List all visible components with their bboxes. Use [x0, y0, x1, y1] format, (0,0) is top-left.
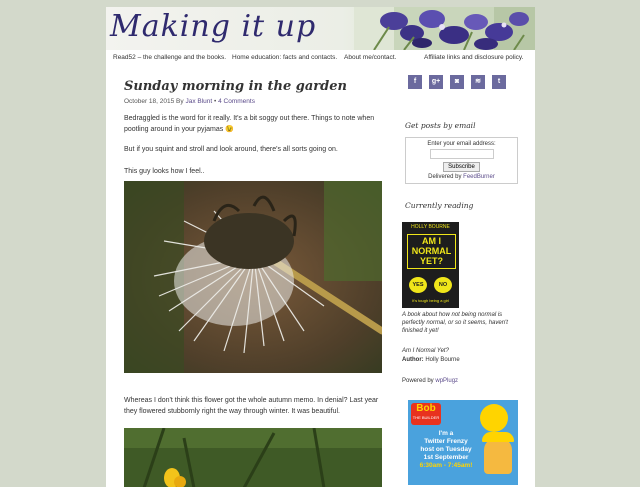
- promo-text: [411, 430, 481, 470]
- promo-line-4: 1st September: [423, 454, 469, 461]
- header-flower-image: [354, 7, 535, 50]
- book-cover-yes: YES: [409, 277, 427, 293]
- google-plus-icon[interactable]: g+: [429, 75, 443, 89]
- post-paragraph-2: But if you squint and stroll and look around, there's all sorts going on.: [124, 146, 338, 153]
- powered-by-label: Powered by: [402, 378, 434, 384]
- page: [106, 7, 535, 487]
- post-title[interactable]: Sunday morning in the garden: [124, 79, 347, 94]
- book-author: Holly Bourne: [425, 357, 460, 363]
- post-content: [124, 79, 382, 487]
- email-input[interactable]: [430, 149, 494, 159]
- book-cover-title-3: YET?: [419, 256, 443, 266]
- main-nav: [106, 54, 535, 68]
- nav-item-read52[interactable]: Read52 – the challenge and the books.: [113, 54, 227, 61]
- post-meta: [124, 98, 382, 105]
- dandelion-photo-image: [124, 181, 382, 373]
- book-cover-title-1: AM I: [422, 236, 441, 246]
- nav-item-about[interactable]: About me/contact.: [344, 54, 397, 61]
- promo-line-3: host on Tuesday: [420, 446, 472, 453]
- email-label: Enter your email address:: [427, 141, 496, 147]
- instagram-icon[interactable]: ◙: [450, 75, 464, 89]
- subscribe-button[interactable]: Subscribe: [443, 162, 480, 172]
- promo-logo-bg: [411, 403, 441, 425]
- reading-widget-title: Currently reading: [405, 201, 474, 210]
- flower-photo-image: [124, 428, 382, 487]
- delivered-by: [406, 174, 517, 180]
- twitter-icon[interactable]: t: [492, 75, 506, 89]
- post-comments-link[interactable]: 4 Comments: [218, 98, 255, 105]
- book-cover-author: HOLLY BOURNE: [411, 224, 450, 230]
- post-date: October 18, 2015: [124, 98, 175, 105]
- site-header: [106, 7, 535, 50]
- flower-photo: [124, 428, 382, 487]
- promo-line-5: 6:30am - 7:45am!: [419, 462, 473, 469]
- sun-shape: [480, 404, 508, 432]
- dandelion-photo: [124, 181, 382, 373]
- book-title: Am I Normal Yet?: [402, 348, 449, 354]
- site-title[interactable]: Making it up: [110, 9, 317, 44]
- delivered-by-label: Delivered by: [428, 174, 462, 180]
- nav-item-home-education[interactable]: Home education: facts and contacts.: [232, 54, 338, 61]
- book-blurb: A book about how not being normal is perfectly normal, or so it seems, haven't finished it yet!: [402, 312, 508, 334]
- promo-hardhat: [482, 432, 514, 442]
- book-cover-no: NO: [434, 277, 452, 293]
- book-author-label: Author:: [402, 357, 424, 363]
- email-widget-title: Get posts by email: [405, 121, 476, 130]
- post-paragraph-3: This guy looks how I feel..: [124, 168, 205, 175]
- wpplugz-link[interactable]: wpPlugz: [435, 378, 459, 384]
- book-cover-title-box: [407, 234, 456, 269]
- book-author-line: [402, 356, 460, 364]
- post-paragraph-4: Whereas I don't think this flower got the whole autumn memo. In denial? Last year they flowered stubbornly right the way through winter. It was beautiful.: [124, 397, 379, 415]
- facebook-icon[interactable]: f: [408, 75, 422, 89]
- promo-line-2: Twitter Frenzy: [424, 438, 468, 445]
- book-cover-tagline: It's tough being a girl: [412, 298, 449, 303]
- post-author-link[interactable]: Jax Blunt: [185, 98, 213, 105]
- rss-icon[interactable]: ≋: [471, 75, 485, 89]
- book-cover[interactable]: [402, 222, 459, 308]
- subscribe-box: [405, 137, 518, 184]
- feedburner-link[interactable]: FeedBurner: [463, 174, 495, 180]
- promo-line-1: I'm a: [438, 430, 454, 437]
- promo-character: [484, 438, 512, 474]
- promo-banner[interactable]: [408, 400, 518, 485]
- promo-logo-sub: THE BUILDER: [412, 415, 440, 420]
- promo-logo: Bob: [416, 403, 436, 414]
- meta-separator: •: [214, 98, 217, 105]
- post-by: By: [176, 98, 184, 105]
- post-paragraph-1: Bedraggled is the word for it really. It's a bit soggy out there. Things to note when pootling around in your pyjamas 😉: [124, 115, 375, 133]
- book-cover-title-2: NORMAL: [411, 246, 452, 256]
- nav-item-affiliate[interactable]: Affiliate links and disclosure policy.: [424, 54, 524, 61]
- powered-by-line: [402, 377, 458, 385]
